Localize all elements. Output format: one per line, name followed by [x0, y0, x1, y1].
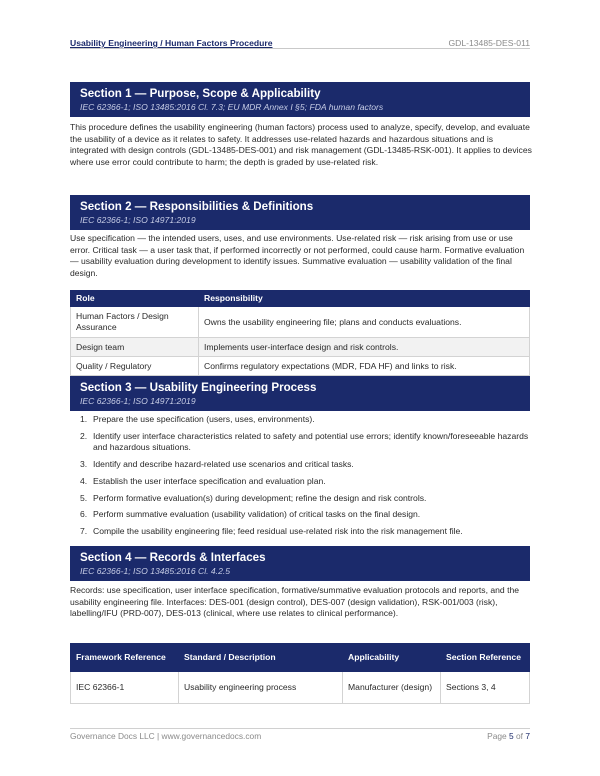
table-header-row [71, 644, 530, 672]
page-footer [70, 731, 530, 741]
document-code: GDL-13485-DES-011 [448, 38, 530, 48]
page-number [487, 731, 530, 741]
table-row [71, 357, 530, 376]
table-cell: Design team [71, 338, 199, 357]
list-item: 6. Perform summative evaluation (usability validation) of critical tasks on the final design. [80, 509, 421, 520]
section-2-body: Use specification — the intended users, uses, and use environments. Use-related risk — risk arising from use or use error. Critical task — a user task that, if performed incorrectly or not performed, could cause harm. Formative evaluation — usability evaluation during development to identify issues. Summative evaluation — usability validation of the final design. [70, 233, 525, 278]
table-row [71, 672, 530, 704]
section-1-header [70, 82, 530, 117]
table-row [71, 307, 530, 338]
column-header-responsibility: Responsibility [199, 291, 530, 307]
section-2-title: Section 2 — Responsibilities & Definitions [80, 200, 314, 213]
table-row [71, 338, 530, 357]
table-cell: Manufacturer (design) [343, 672, 441, 704]
section-2-refs: IEC 62366-1; ISO 14971:2019 [80, 215, 196, 225]
responsibilities-table [70, 290, 530, 376]
column-header-standard-description: Standard / Description [179, 644, 343, 672]
process-steps-list [80, 414, 530, 543]
section-2-header [70, 195, 530, 230]
header-divider [70, 48, 530, 49]
page-label: Page [487, 731, 507, 741]
section-4-header [70, 546, 530, 581]
section-1-title: Section 1 — Purpose, Scope & Applicability [80, 87, 321, 100]
section-1-body: This procedure defines the usability engineering (human factors) process used to analyze, specify, develop, and evaluate the usability of a device as it relates to safety. It addresses use-related hazards and hazardous situations and is integrated with design controls (GDL-13485-DES-001) and risk management (GDL-13485-RSK-001). It applies to devices where use error could contribute to harm; the depth is graded by use-related risk. [70, 122, 532, 167]
column-header-applicability: Applicability [343, 644, 441, 672]
section-3-title: Section 3 — Usability Engineering Process [80, 381, 317, 394]
table-header-row [71, 291, 530, 307]
table-cell: Owns the usability engineering file; plans and conducts evaluations. [199, 307, 530, 338]
table-cell: Quality / Regulatory [71, 357, 199, 376]
document-title: Usability Engineering / Human Factors Procedure [70, 38, 273, 48]
list-item: 7. Compile the usability engineering file; feed residual use-related risk into the risk management file. [80, 526, 463, 537]
table-cell: Implements user-interface design and risk controls. [199, 338, 530, 357]
table-cell: Usability engineering process [179, 672, 343, 704]
column-header-role: Role [71, 291, 199, 307]
footer-divider [70, 728, 530, 729]
table-cell: Confirms regulatory expectations (MDR, FDA HF) and links to risk. [199, 357, 530, 376]
column-header-section-reference: Section Reference [441, 644, 530, 672]
table-cell: Human Factors / Design Assurance [71, 307, 199, 338]
table-cell: IEC 62366-1 [71, 672, 179, 704]
framework-reference-table [70, 643, 530, 704]
list-item: 5. Perform formative evaluation(s) during development; refine the design and risk controls. [80, 492, 427, 503]
section-4-refs: IEC 62366-1; ISO 13485:2016 Cl. 4.2.5 [80, 566, 231, 576]
page-current: 5 [509, 731, 514, 741]
section-3-header [70, 376, 530, 411]
table-cell: Sections 3, 4 [441, 672, 530, 704]
footer-company: Governance Docs LLC | www.governancedocs.com [70, 731, 262, 741]
column-header-framework-reference: Framework Reference [71, 644, 179, 672]
page-total: 7 [525, 731, 530, 741]
section-4-title: Section 4 — Records & Interfaces [80, 551, 266, 564]
section-3-refs: IEC 62366-1; ISO 14971:2019 [80, 396, 196, 406]
page-header [70, 34, 530, 48]
list-item: 2. Identify user interface characteristics related to safety and potential use errors; identify known/foreseeable hazards and hazardous situations. [80, 430, 529, 453]
page-of: of [516, 731, 523, 741]
list-item: 3. Identify and describe hazard-related use scenarios and critical tasks. [80, 459, 354, 469]
list-item: 4. Establish the user interface specification and evaluation plan. [80, 475, 326, 486]
section-1-refs: IEC 62366-1; ISO 13485:2016 Cl. 7.3; EU MDR Annex I §5; FDA human factors [80, 102, 384, 112]
section-4-body: Records: use specification, user interface specification, formative/summative evaluation protocols and reports, and the usability engineering file. Interfaces: DES-001 (design control), DES-007 (design validation), RSK-001/003 (risk), labelling/IFU (PRD-007), DES-013 (clinical, where use relates to clinical performance). [70, 585, 520, 619]
list-item: 1. Prepare the use specification (users, uses, environments). [80, 414, 315, 424]
